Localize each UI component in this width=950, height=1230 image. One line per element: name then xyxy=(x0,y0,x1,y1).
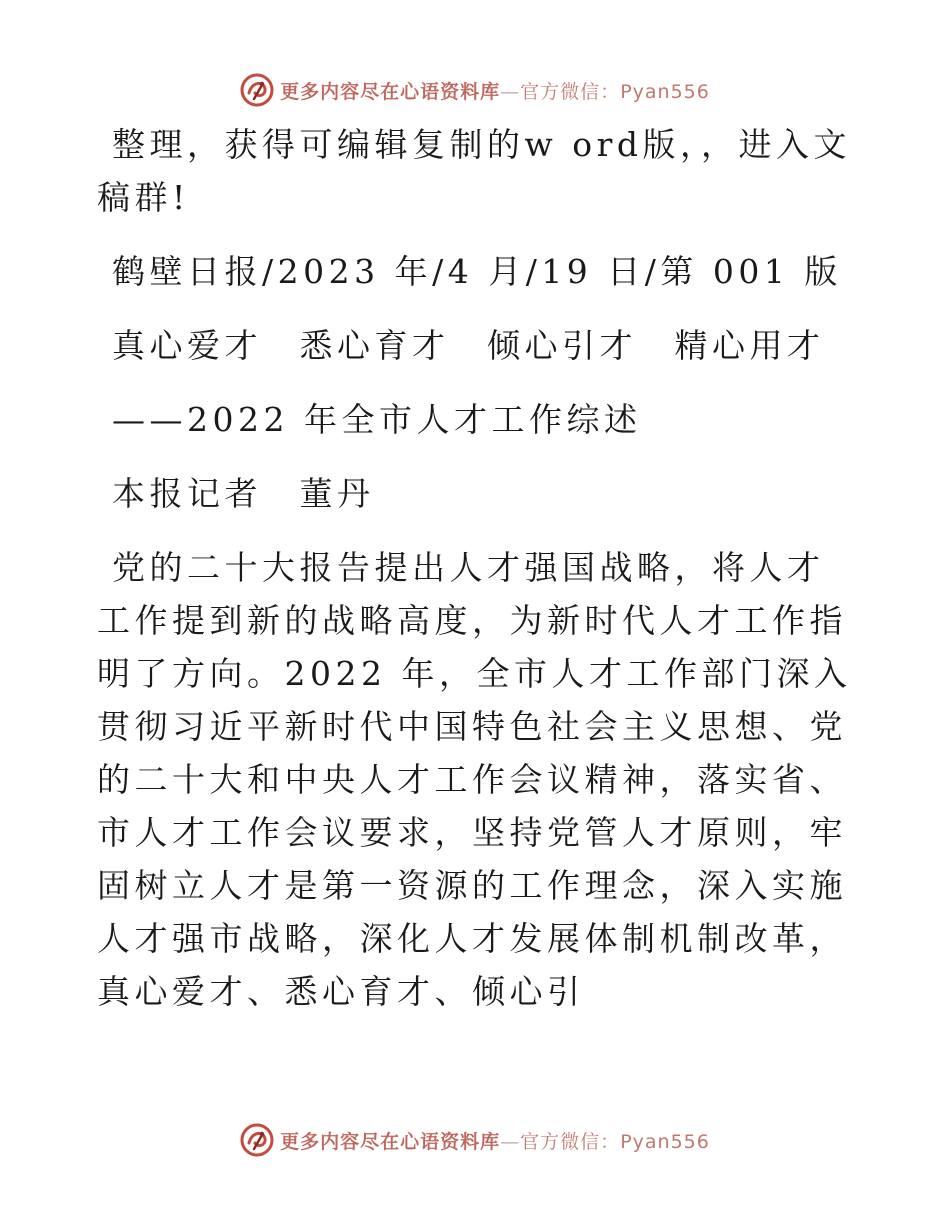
red-swirl-logo-icon xyxy=(240,1123,274,1157)
document-body xyxy=(97,118,857,1018)
watermark-handle: Pyan556 xyxy=(620,1130,710,1153)
footer-watermark-text xyxy=(280,1127,710,1154)
headline: 真心爱才 悉心育才 倾心引才 精心用才 xyxy=(97,326,825,365)
watermark-wechat-label: 官方微信： xyxy=(520,1130,621,1153)
watermark-dash: — xyxy=(500,1130,521,1153)
red-swirl-logo-icon xyxy=(240,73,274,107)
watermark-brand: 更多内容尽在心语资料库 xyxy=(280,1130,501,1153)
subheadline: ——2022 年全市人才工作综述 xyxy=(97,400,642,439)
body-paragraph: 党的二十大报告提出人才强国战略，将人才工作提到新的战略高度，为新时代人才工作指明了方向。2022 年，全市人才工作部门深入贯彻习近平新时代中国特色社会主义思想、党的二十大和中央人才工作会议精神，落实省、市人才工作会议要求，坚持党管人才原则，牢固树立人才是第一资源的工作理念，深入实施人才强市战略，深化人才发展体制机制改革，真心爱才、悉心育才、倾心引 xyxy=(97,548,852,1011)
byline: 本报记者 董丹 xyxy=(97,474,375,513)
watermark-wechat-label: 官方微信： xyxy=(520,80,621,103)
watermark-brand: 更多内容尽在心语资料库 xyxy=(280,80,501,103)
source-line: 鹤壁日报/2023 年/4 月/19 日/第 001 版 xyxy=(97,252,842,291)
intro-paragraph: 整理，获得可编辑复制的w ord版，，进入文稿群! xyxy=(97,125,852,217)
header-watermark-inner xyxy=(240,73,710,107)
header-watermark-text xyxy=(280,77,710,104)
footer-watermark-inner xyxy=(240,1123,710,1157)
header-watermark xyxy=(0,70,950,110)
footer-watermark xyxy=(0,1120,950,1160)
watermark-handle: Pyan556 xyxy=(620,80,710,103)
watermark-dash: — xyxy=(500,80,521,103)
